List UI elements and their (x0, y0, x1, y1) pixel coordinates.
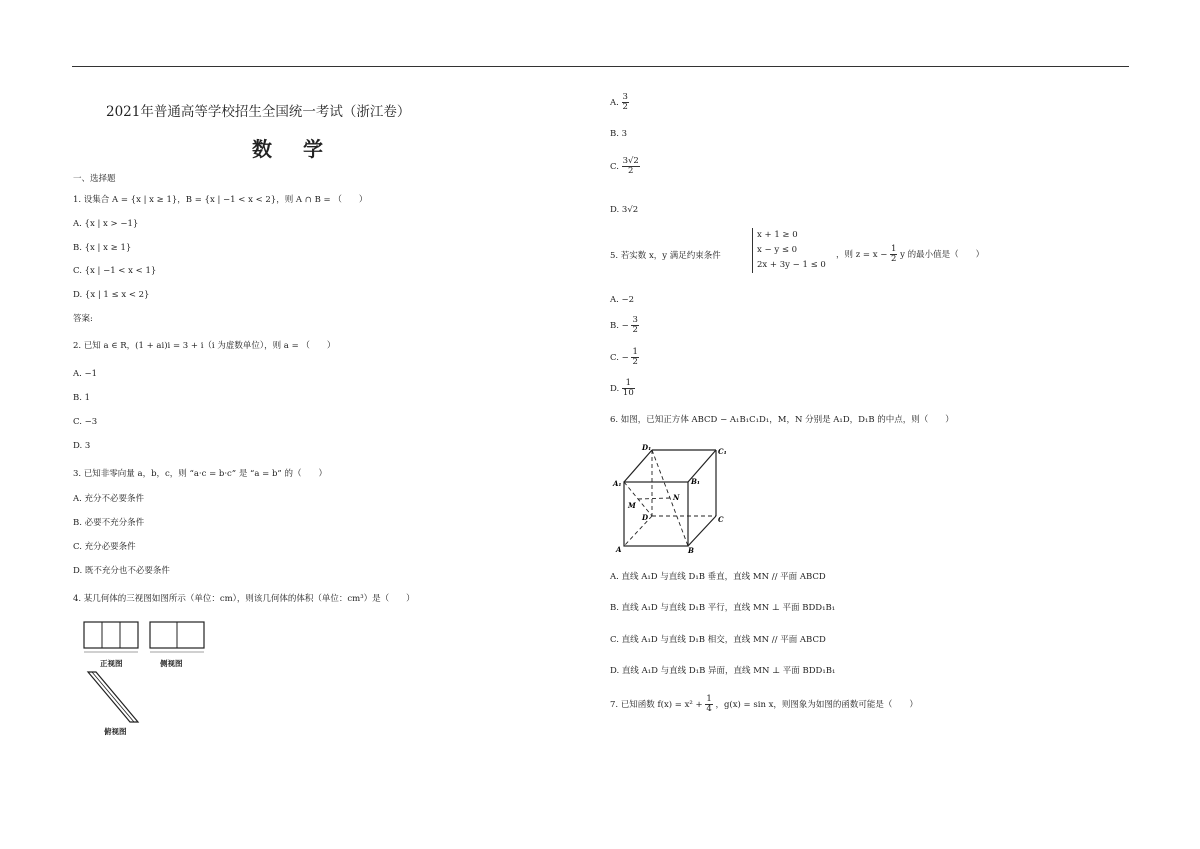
label-B1: B₁ (691, 477, 700, 486)
front-view-label: 正视图 (100, 659, 123, 668)
q3-option-a: A. 充分不必要条件 (73, 494, 145, 504)
q5-option-c: C. − $\frac{1}{2}$ (610, 347, 638, 367)
q6-stem: 6. 如图，已知正方体 ABCD − A₁B₁C₁D₁，M，N 分别是 A₁D，D₁B 的中点，则（ ） (610, 415, 954, 425)
side-view (150, 622, 204, 652)
q2-option-d: D. 3 (73, 441, 91, 451)
q5-stem-post: ，则 z = x − $\frac{1}{2}$ y 的最小值是（ ） (836, 244, 985, 264)
q3-option-d: D. 既不充分也不必要条件 (73, 566, 170, 576)
top-view (88, 672, 138, 722)
q5-constraints (752, 228, 826, 273)
q5-stem-pre: 5. 若实数 x，y 满足约束条件 (610, 251, 721, 261)
q4-option-b: B. 3 (610, 129, 628, 139)
q5-constraint-3: 2x + 3y − 1 ≤ 0 (757, 260, 826, 270)
q6-option-a: A. 直线 A₁D 与直线 D₁B 垂直，直线 MN // 平面 ABCD (610, 572, 826, 582)
q4-option-d: D. 3√2 (610, 205, 639, 215)
q4-option-a: A. $\frac{3}{2}$ (610, 92, 628, 112)
q5-option-d: D. $\frac{1}{10}$ (610, 378, 634, 398)
top-rule (72, 66, 1129, 67)
top-view-label: 俯视图 (104, 727, 127, 736)
label-B: B (688, 546, 694, 555)
label-D: D (642, 513, 649, 522)
q5-option-a: A. −2 (610, 295, 635, 305)
q3-stem: 3. 已知非零向量 a，b，c，则 “a·c = b·c” 是 “a = b” 的（ ） (73, 469, 327, 479)
label-M: M (628, 501, 636, 510)
side-view-label: 侧视图 (160, 659, 183, 668)
label-C: C (718, 515, 724, 524)
q1-answer-label: 答案: (73, 314, 93, 324)
q2-option-a: A. −1 (73, 369, 98, 379)
cube-figure (612, 440, 732, 558)
q2-option-b: B. 1 (73, 393, 91, 403)
q1-option-a: A. {x | x > −1} (73, 219, 139, 229)
label-A: A (616, 545, 622, 554)
label-C1: C₁ (718, 447, 727, 456)
q4-option-c: C. $\frac{3√2}{2}$ (610, 156, 639, 176)
q1-option-d: D. {x | 1 ≤ x < 2} (73, 290, 150, 300)
label-A1: A₁ (613, 479, 622, 488)
q1-option-c: C. {x | −1 < x < 1} (73, 266, 157, 276)
q6-option-b: B. 直线 A₁D 与直线 D₁B 平行，直线 MN ⊥ 平面 BDD₁B₁ (610, 603, 836, 613)
three-view-figure (80, 618, 220, 743)
q1-stem: 1. 设集合 A = {x | x ≥ 1}，B = {x | −1 < x < 2}，则 A ∩ B = （ ） (73, 195, 368, 205)
subject-title: 数 学 (252, 137, 335, 161)
q5-constraint-2: x − y ≤ 0 (757, 245, 798, 255)
q1-option-b: B. {x | x ≥ 1} (73, 243, 132, 253)
label-N: N (673, 493, 680, 502)
q5-constraint-1: x + 1 ≥ 0 (757, 230, 798, 240)
q4-stem: 4. 某几何体的三视图如图所示（单位：cm），则该几何体的体积（单位：cm³）是（ ） (73, 594, 415, 604)
section-heading: 一、选择题 (73, 174, 116, 184)
label-D1: D₁ (642, 443, 652, 452)
front-view (84, 622, 138, 652)
q3-option-b: B. 必要不充分条件 (73, 518, 145, 528)
exam-title: 2021年普通高等学校招生全国统一考试（浙江卷） (106, 104, 411, 120)
q6-option-d: D. 直线 A₁D 与直线 D₁B 异面，直线 MN ⊥ 平面 BDD₁B₁ (610, 666, 836, 676)
q5-option-b: B. − $\frac{3}{2}$ (610, 315, 638, 335)
q3-option-c: C. 充分必要条件 (73, 542, 136, 552)
q6-option-c: C. 直线 A₁D 与直线 D₁B 相交，直线 MN // 平面 ABCD (610, 635, 826, 645)
q2-option-c: C. −3 (73, 417, 98, 427)
q2-stem: 2. 已知 a ∈ R，(1 + ai)i = 3 + i（i 为虚数单位），则 a = （ ） (73, 341, 336, 351)
q7-stem: 7. 已知函数 f(x) = x² + $\frac{1}{4}$ ，g(x) = sin x，则图象为如图的函数可能是（ ） (610, 694, 918, 714)
